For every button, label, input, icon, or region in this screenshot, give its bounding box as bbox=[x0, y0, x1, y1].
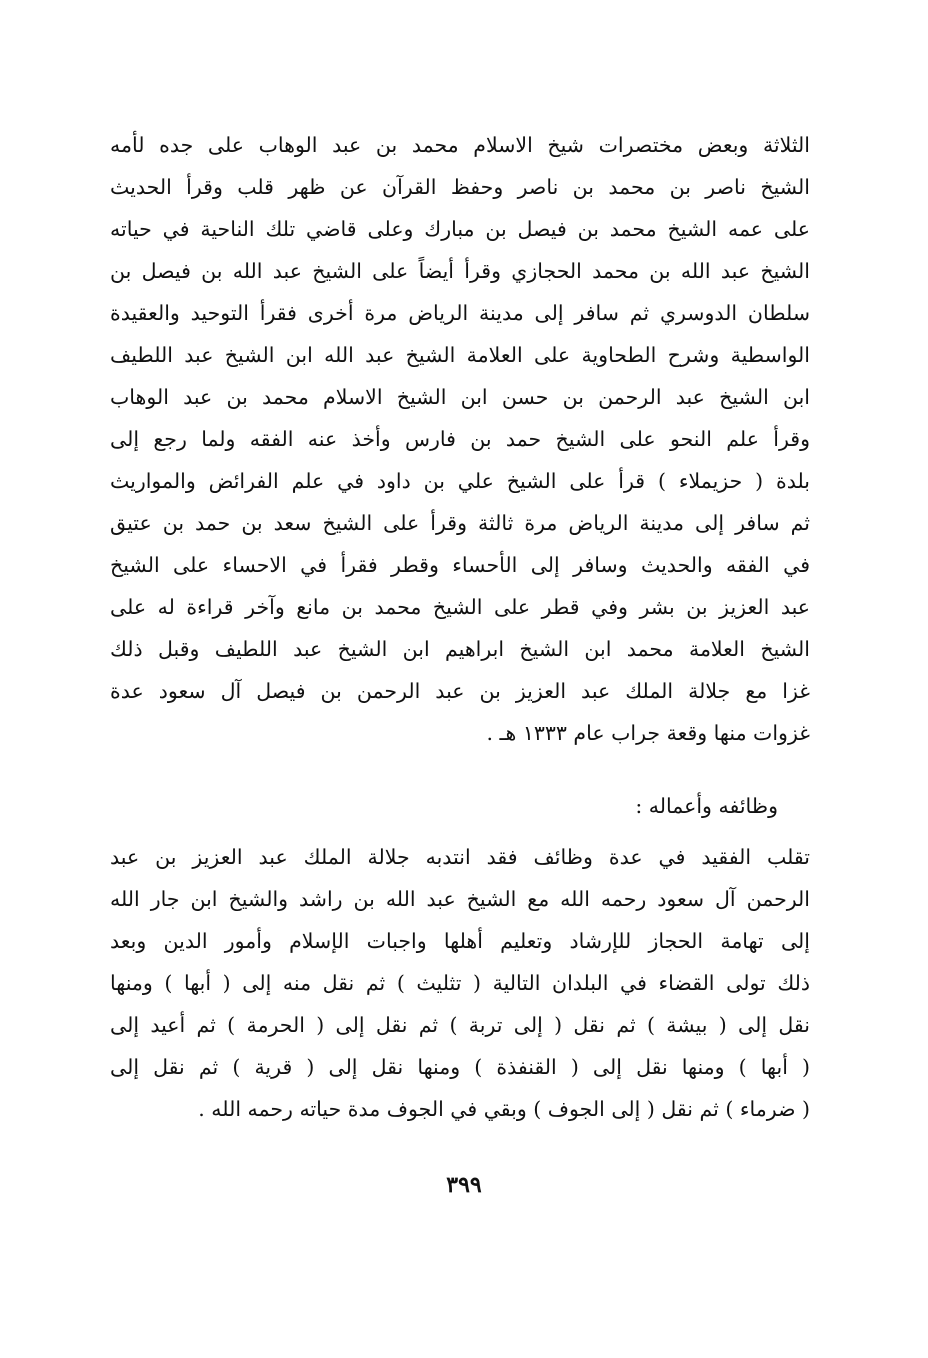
section-heading: وظائفه وأعماله : bbox=[635, 794, 778, 818]
text-line: الواسطية وشرح الطحاوية على العلامة الشيخ عبد الله ابن الشيخ عبد اللطيف bbox=[110, 343, 810, 367]
text-line: تقلب الفقيد في عدة وظائف فقد انتدبه جلالة الملك عبد العزيز بن عبد bbox=[110, 845, 810, 869]
biography-paragraph-studies bbox=[110, 124, 810, 754]
text-line: ثم سافر إلى مدينة الرياض مرة ثالثة وقرأ على الشيخ سعد بن حمد بن عتيق bbox=[110, 511, 810, 535]
text-line: غزا مع جلالة الملك عبد العزيز بن عبد الرحمن بن فيصل آل سعود عدة bbox=[110, 679, 810, 703]
text-line: إلى تهامة الحجاز للإرشاد وتعليم أهلها واجبات الإسلام وأمور الدين وبعد bbox=[110, 929, 810, 953]
biography-paragraph-positions bbox=[110, 836, 810, 1130]
text-line: وقرأ علم النحو على الشيخ حمد بن فارس وأخذ عنه الفقه ولما رجع إلى bbox=[110, 427, 810, 451]
text-line: نقل إلى ( بيشة ) ثم نقل ( إلى تربة ) ثم نقل إلى ( الحرمة ) ثم أعيد إلى bbox=[110, 1013, 810, 1037]
text-line: الشيخ ناصر بن محمد بن ناصر وحفظ القرآن عن ظهر قلب وقرأ الحديث bbox=[110, 175, 810, 199]
text-line: على عمه الشيخ محمد بن فيصل بن مبارك وعلى قاضي تلك الناحية في حياته bbox=[110, 217, 810, 241]
text-line: ( ضرماء ) ثم نقل ( إلى الجوف ) وبقي في الجوف مدة حياته رحمه الله . bbox=[198, 1097, 810, 1121]
page-number: ٣٩٩ bbox=[446, 1172, 482, 1198]
text-line: غزوات منها وقعة جراب عام ١٣٣٣ هـ . bbox=[486, 721, 810, 745]
text-line: الرحمن آل سعود رحمه الله مع الشيخ عبد الله بن راشد والشيخ ابن جار الله bbox=[110, 887, 810, 911]
text-line: الشيخ العلامة محمد ابن الشيخ ابراهيم ابن الشيخ عبد اللطيف وقبل ذلك bbox=[110, 637, 810, 661]
text-line: ابن الشيخ عبد الرحمن بن حسن ابن الشيخ الاسلام محمد بن عبد الوهاب bbox=[110, 385, 810, 409]
text-line: في الفقه والحديث وسافر إلى الأحساء وقطر فقرأ في الاحساء على الشيخ bbox=[110, 553, 810, 577]
text-line: ذلك تولى القضاء في البلدان التالية ( تثليث ) ثم نقل منه إلى ( أبها ) ومنها bbox=[110, 971, 810, 995]
text-line: الشيخ عبد الله بن محمد الحجازي وقرأ أيضاً على الشيخ عبد الله بن فيصل بن bbox=[110, 259, 810, 283]
text-line: بلدة ( حزيملاء ) قرأ على الشيخ علي بن داود في علم الفرائض والمواريث bbox=[110, 469, 810, 493]
text-line: عبد العزيز بن بشر وفي قطر على الشيخ محمد بن مانع وآخر قراءة له على bbox=[110, 595, 810, 619]
text-line: ( أبها ) ومنها نقل إلى ( القنفذة ) ومنها نقل إلى ( قرية ) ثم نقل إلى bbox=[110, 1055, 810, 1079]
text-line: سلطان الدوسري ثم سافر إلى مدينة الرياض مرة أخرى فقرأ التوحيد والعقيدة bbox=[110, 301, 810, 325]
text-line: الثلاثة وبعض مختصرات شيخ الاسلام محمد بن عبد الوهاب على جده لأمه bbox=[110, 133, 810, 157]
